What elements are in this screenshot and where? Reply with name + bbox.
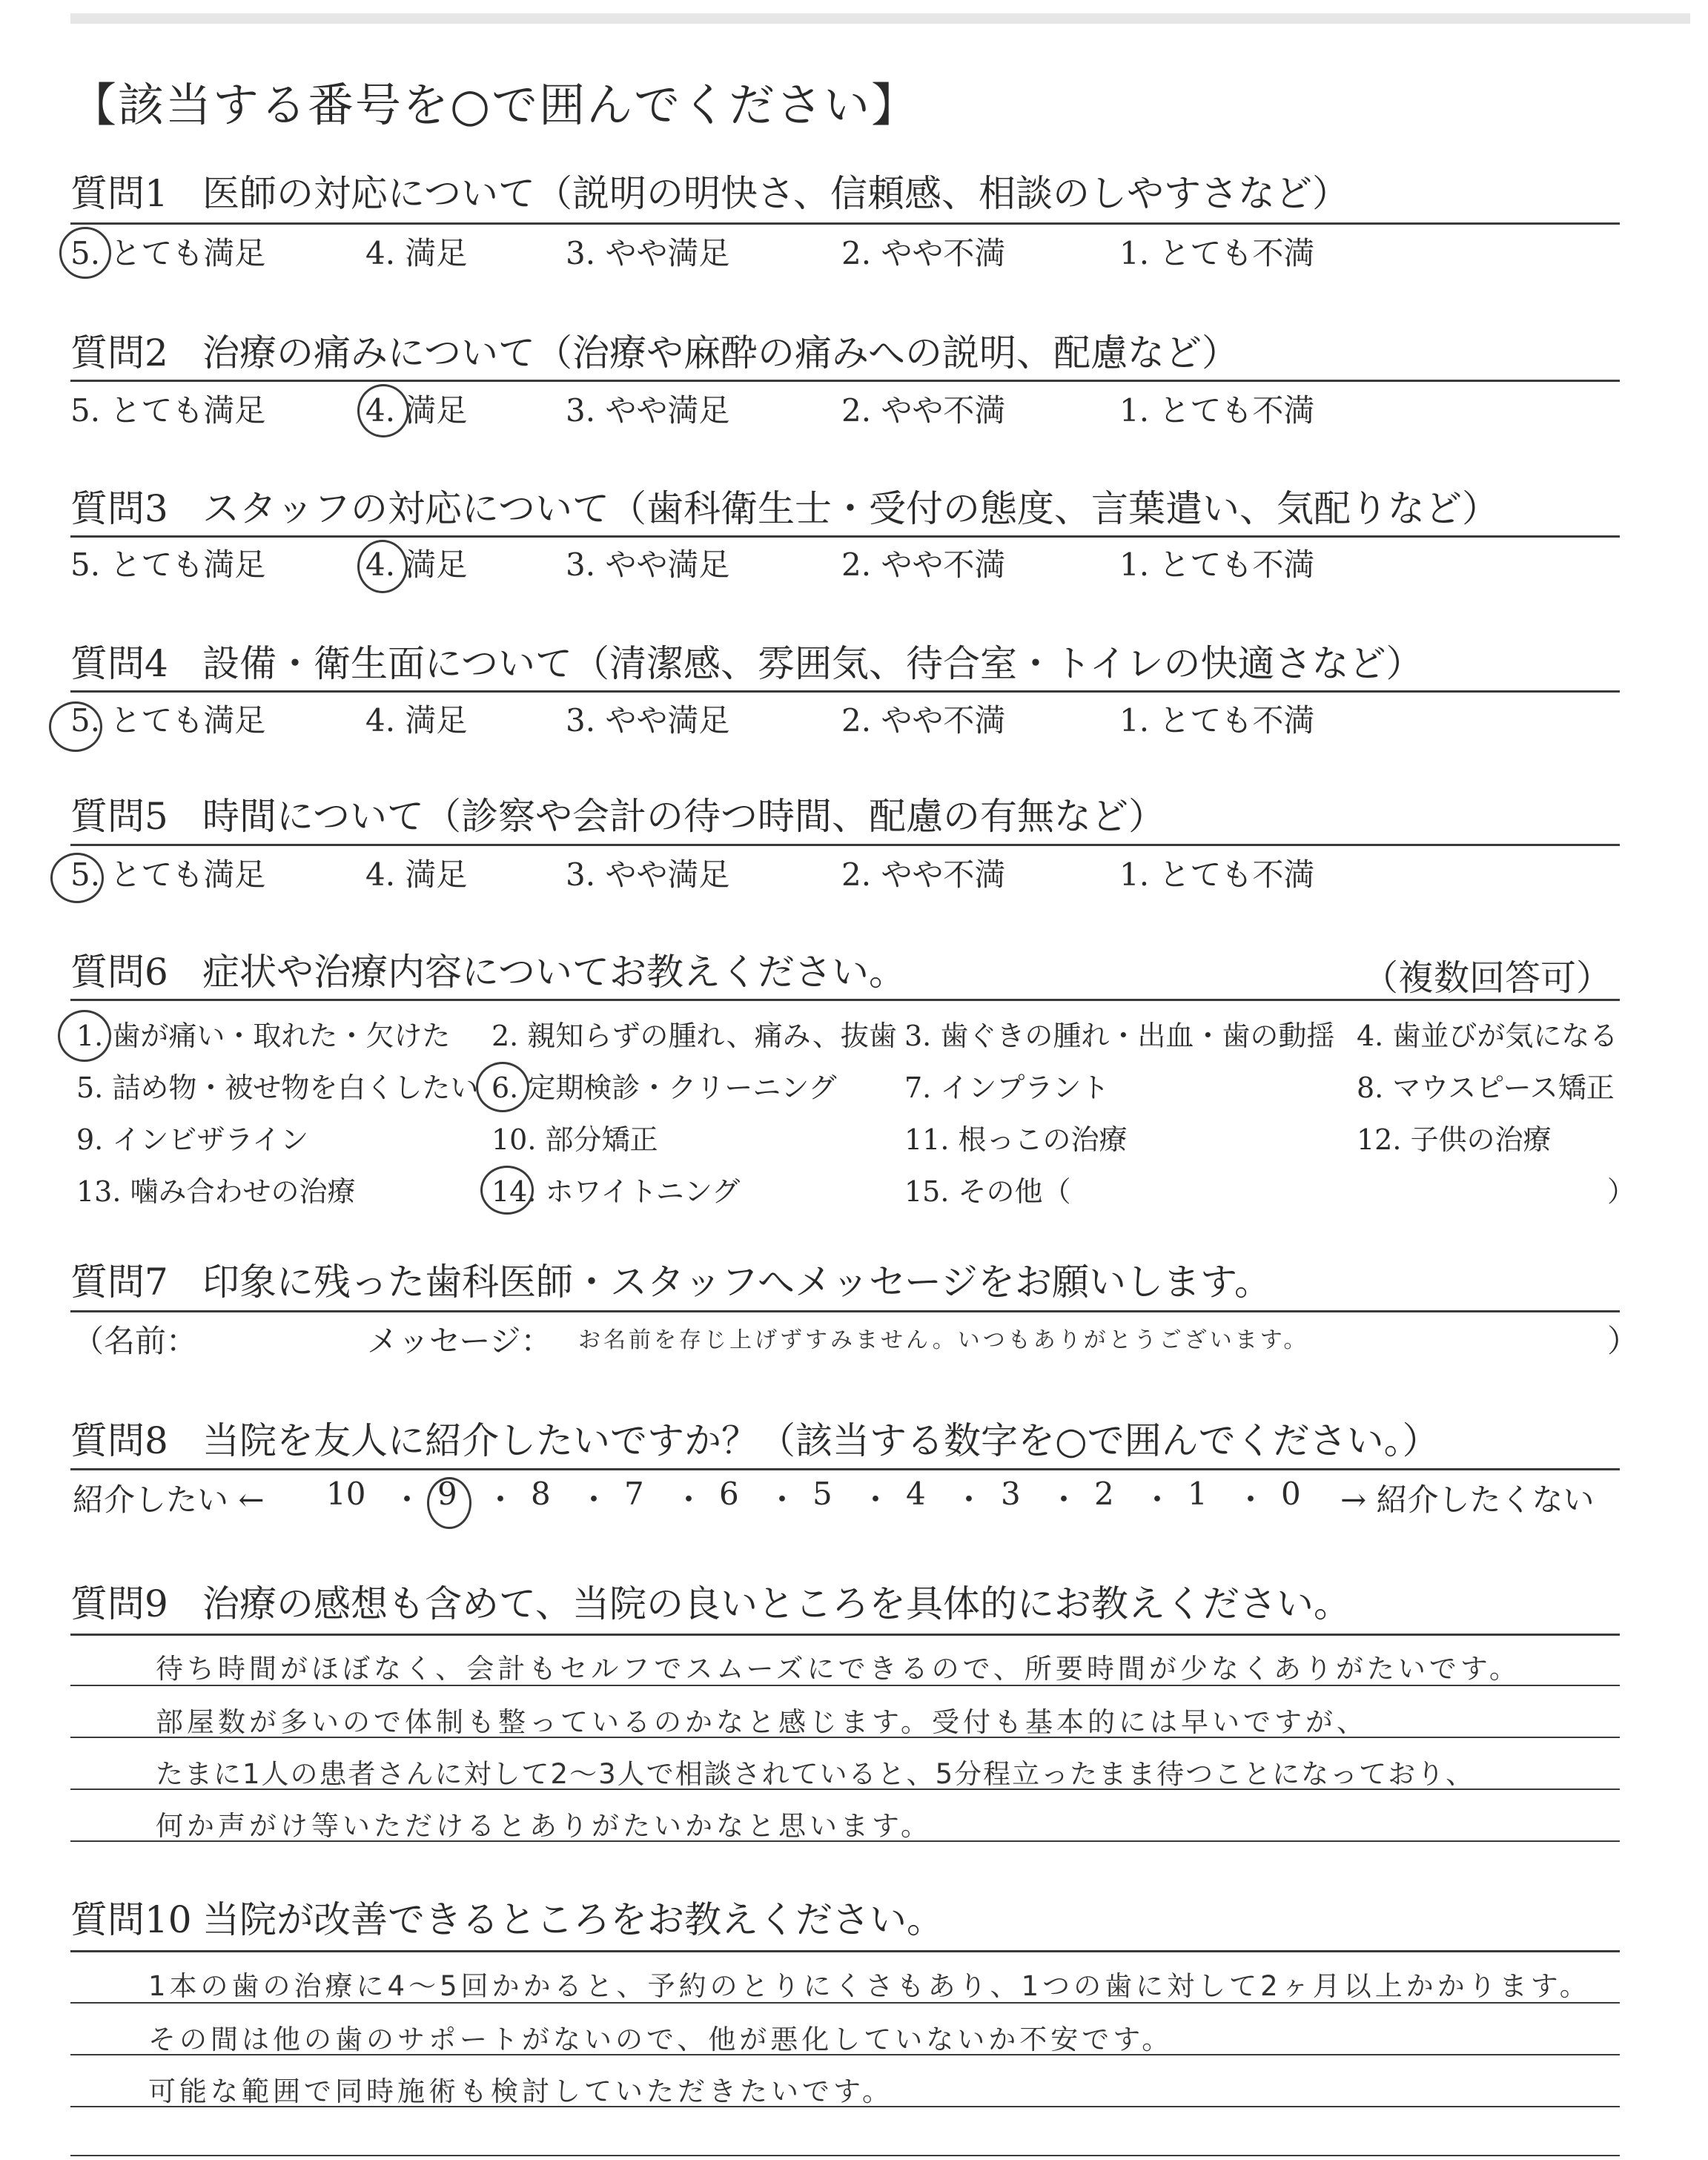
scale-dot: ・ <box>1048 1482 1080 1518</box>
question-text: スタッフの対応について（歯科衛生士・受付の態度、言葉遣い、気配りなど） <box>202 487 1499 530</box>
option-4[interactable]: 4. 満足 <box>365 546 468 583</box>
question-number: 質問1 <box>70 172 168 215</box>
handwritten-answer-line: 可能な範囲で同時施術も検討していただきたいです。 <box>148 2075 894 2107</box>
handwritten-answer-line: 待ち時間がほぼなく、会計もセルフでスムーズにできるので、所要時間が少なくありがたいです。 <box>156 1653 1520 1685</box>
option-1[interactable]: 1. とても不満 <box>1119 235 1315 271</box>
multiple-answers-note: （複数回答可） <box>1363 957 1612 999</box>
question-number: 質問3 <box>70 487 168 530</box>
q6-option[interactable]: 10. 部分矯正 <box>491 1123 658 1156</box>
option-2[interactable]: 2. やや不満 <box>841 702 1006 739</box>
rule <box>70 535 1620 538</box>
question-text: 当院が改善できるところをお教えください。 <box>202 1898 944 1941</box>
q6-option[interactable]: 2. 親知らずの腫れ、痛み、抜歯 <box>491 1020 897 1052</box>
message-label: メッセージ： <box>367 1323 552 1359</box>
rule <box>70 1310 1620 1312</box>
rule <box>70 1950 1620 1952</box>
q6-option[interactable]: 3. 歯ぐきの腫れ・出血・歯の動揺 <box>904 1020 1335 1052</box>
question-text: 医師の対応について（説明の明快さ、信頼感、相談のしやすさなど） <box>202 172 1349 215</box>
option-3[interactable]: 3. やや満足 <box>566 856 730 893</box>
handwritten-message: お名前を存じ上げずすみません。いつもありがとうございます。 <box>578 1327 1309 1353</box>
q6-option[interactable]: 4. 歯並びが気になる <box>1357 1020 1618 1052</box>
question-number: 質問5 <box>70 795 168 838</box>
question-number: 質問10 <box>70 1898 192 1941</box>
scale-dot: ・ <box>485 1482 517 1518</box>
scale-dot: ・ <box>1142 1482 1174 1518</box>
q6-option[interactable]: 13. 噛み合わせの治療 <box>76 1175 356 1208</box>
scan-top-band <box>70 13 1690 24</box>
option-5[interactable]: 5. とても満足 <box>70 235 266 271</box>
rule <box>70 380 1620 382</box>
option-2[interactable]: 2. やや不満 <box>841 856 1006 893</box>
answer-circle <box>357 540 408 593</box>
scale-dot: ・ <box>860 1482 892 1518</box>
scale-4[interactable]: 4 <box>906 1476 926 1512</box>
rule <box>70 1468 1620 1470</box>
q6-option[interactable]: 9. インビザライン <box>76 1123 309 1156</box>
rule <box>70 844 1620 846</box>
question-text: 時間について（診察や会計の待つ時間、配慮の有無など） <box>202 795 1165 838</box>
rule <box>70 1634 1620 1636</box>
scale-dot: ・ <box>391 1482 423 1518</box>
page-header: 【該当する番号を○で囲んでください】 <box>70 78 919 132</box>
question-number: 質問8 <box>70 1419 168 1462</box>
option-3[interactable]: 3. やや満足 <box>566 546 730 583</box>
scale-1[interactable]: 1 <box>1188 1476 1208 1512</box>
option-5[interactable]: 5. とても満足 <box>70 702 266 739</box>
question-text: 症状や治療内容についてお教えください。 <box>202 951 906 994</box>
answer-circle <box>58 1010 111 1062</box>
option-4[interactable]: 4. 満足 <box>365 235 468 271</box>
scale-0[interactable]: 0 <box>1281 1476 1301 1512</box>
q6-option[interactable]: 7. インプラント <box>904 1071 1110 1104</box>
q6-option[interactable]: 6. 定期検診・クリーニング <box>491 1071 837 1104</box>
option-4[interactable]: 4. 満足 <box>365 702 468 739</box>
question-5 <box>70 790 1620 842</box>
q6-option[interactable]: 8. マウスピース矯正 <box>1357 1071 1615 1104</box>
answer-circle <box>357 384 409 437</box>
scale-5[interactable]: 5 <box>812 1476 833 1512</box>
q6-option[interactable]: 11. 根っこの治療 <box>904 1123 1128 1156</box>
option-1[interactable]: 1. とても不満 <box>1119 392 1315 429</box>
rule <box>70 999 1620 1001</box>
name-label: （名前： <box>73 1323 198 1359</box>
option-2[interactable]: 2. やや不満 <box>841 392 1006 429</box>
answer-circle <box>480 1166 534 1215</box>
scale-dot: ・ <box>578 1482 610 1518</box>
option-1[interactable]: 1. とても不満 <box>1119 856 1315 893</box>
scale-9[interactable]: 9 <box>437 1476 457 1512</box>
scale-3[interactable]: 3 <box>1001 1476 1021 1512</box>
option-2[interactable]: 2. やや不満 <box>841 546 1006 583</box>
scale-right-label: → 紹介したくない <box>1340 1482 1595 1518</box>
scale-dot: ・ <box>1235 1482 1267 1518</box>
option-3[interactable]: 3. やや満足 <box>566 235 730 271</box>
scale-dot: ・ <box>953 1482 985 1518</box>
option-1[interactable]: 1. とても不満 <box>1119 546 1315 583</box>
answer-circle <box>59 227 111 279</box>
option-2[interactable]: 2. やや不満 <box>841 235 1006 271</box>
handwritten-answer-line: たまに1人の患者さんに対して2〜3人で相談されていると、5分程立ったまま待つことになっており、 <box>156 1758 1475 1790</box>
option-3[interactable]: 3. やや満足 <box>566 392 730 429</box>
handwritten-answer-line: 1本の歯の治療に4〜5回かかると、予約のとりにくさもあり、1つの歯に対して2ヶ月以上かかります。 <box>148 1970 1591 2002</box>
question-number: 質問6 <box>70 951 168 994</box>
question-text: 設備・衛生面について（清潔感、雰囲気、待合室・トイレの快適さなど） <box>202 642 1423 685</box>
question-4 <box>70 638 1620 690</box>
handwritten-answer-line: 何か声がけ等いただけるとありがたいかなと思います。 <box>156 1810 933 1842</box>
answer-circle <box>50 853 104 903</box>
question-text: 治療の痛みについて（治療や麻酔の痛みへの説明、配慮など） <box>202 331 1239 374</box>
handwritten-answer-line: 部屋数が多いので体制も整っているのかなと感じます。受付も基本的には早いですが、 <box>156 1706 1368 1738</box>
question-number: 質問4 <box>70 642 168 685</box>
question-10 <box>70 1894 1620 1946</box>
rule <box>70 690 1620 693</box>
scale-10[interactable]: 10 <box>326 1476 366 1512</box>
q6-option[interactable]: 14. ホワイトニング <box>491 1175 741 1208</box>
question-text: 治療の感想も含めて、当院の良いところを具体的にお教えください。 <box>202 1582 1351 1625</box>
question-text: 印象に残った歯科医師・スタッフへメッセージをお願いします。 <box>202 1261 1271 1304</box>
q6-option[interactable]: 12. 子供の治療 <box>1357 1123 1552 1156</box>
scale-left-label: 紹介したい ← <box>73 1482 265 1518</box>
option-4[interactable]: 4. 満足 <box>365 392 468 429</box>
question-9 <box>70 1578 1620 1630</box>
option-5[interactable]: 5. とても満足 <box>70 546 266 583</box>
message-close: ） <box>1607 1323 1639 1359</box>
scale-8[interactable]: 8 <box>531 1476 551 1512</box>
scale-2[interactable]: 2 <box>1094 1476 1114 1512</box>
question-2 <box>70 327 1620 379</box>
q6-option[interactable]: 1. 歯が痛い・取れた・欠けた <box>76 1020 451 1052</box>
q6-other-close: ） <box>1607 1175 1636 1208</box>
scale-6[interactable]: 6 <box>719 1476 739 1512</box>
question-number: 質問2 <box>70 331 168 374</box>
option-5[interactable]: 5. とても満足 <box>70 856 266 893</box>
answer-circle <box>476 1062 529 1112</box>
question-3 <box>70 483 1620 535</box>
q6-option[interactable]: 15. その他（ <box>904 1175 1071 1208</box>
question-text: 当院を友人に紹介したいですか？（該当する数字を○で囲んでください。） <box>202 1419 1440 1462</box>
option-1[interactable]: 1. とても不満 <box>1119 702 1315 739</box>
option-4[interactable]: 4. 満足 <box>365 856 468 893</box>
answer-circle <box>427 1477 471 1529</box>
question-number: 質問9 <box>70 1582 168 1625</box>
rule <box>70 222 1620 225</box>
answer-circle <box>49 701 102 752</box>
writing-line <box>70 2155 1620 2156</box>
question-number: 質問7 <box>70 1261 168 1304</box>
handwritten-answer-line: その間は他の歯のサポートがないので、他が悪化していないか不安です。 <box>148 2024 1174 2055</box>
q6-option[interactable]: 5. 詰め物・被せ物を白くしたい <box>76 1071 479 1104</box>
question-8 <box>70 1415 1620 1467</box>
question-7 <box>70 1256 1620 1308</box>
option-3[interactable]: 3. やや満足 <box>566 702 730 739</box>
scale-dot: ・ <box>673 1482 705 1518</box>
question-1 <box>70 168 1620 219</box>
option-5[interactable]: 5. とても満足 <box>70 392 266 429</box>
scale-7[interactable]: 7 <box>624 1476 644 1512</box>
scale-dot: ・ <box>767 1482 798 1518</box>
